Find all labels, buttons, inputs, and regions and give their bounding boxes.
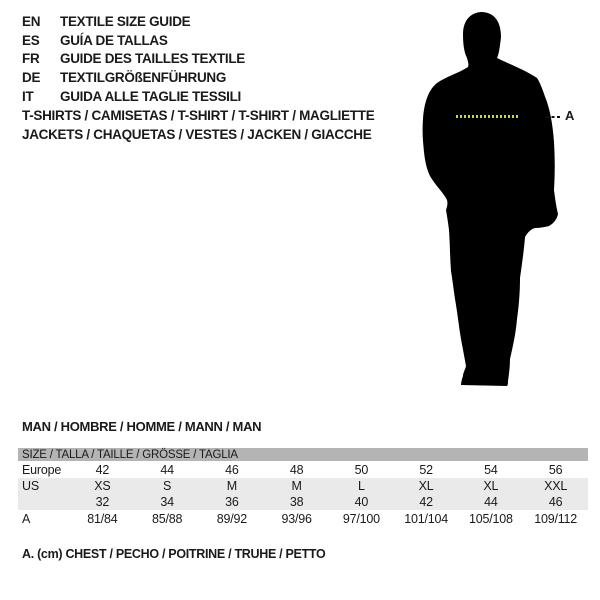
language-code: ES <box>22 32 40 48</box>
size-table-header-row <box>18 448 588 461</box>
cell: 46 <box>200 461 265 478</box>
cell: 42 <box>394 494 459 510</box>
language-label: GUIDA ALLE TAGLIE TESSILI <box>60 88 241 104</box>
cell: 36 <box>200 494 265 510</box>
cell: 44 <box>135 461 200 478</box>
measure-leader-dash-line <box>546 116 562 118</box>
row-label: Europe <box>18 461 70 478</box>
cell: L <box>329 478 394 494</box>
cell: 56 <box>523 461 588 478</box>
cell: 97/100 <box>329 510 394 527</box>
language-code: DE <box>22 70 41 86</box>
cell: 48 <box>264 461 329 478</box>
language-label: GUIDE DES TAILLES TEXTILE <box>60 51 246 67</box>
cell: 93/96 <box>264 510 329 527</box>
cell: 38 <box>264 494 329 510</box>
section-title-man: MAN / HOMBRE / HOMME / MANN / MAN <box>22 419 262 434</box>
cell: 40 <box>329 494 394 510</box>
cell: XL <box>459 478 524 494</box>
language-code: EN <box>22 14 41 29</box>
cell: 109/112 <box>523 510 588 527</box>
chest-measure-dash-line <box>456 115 520 118</box>
language-label: TEXTILE SIZE GUIDE <box>60 14 191 29</box>
measure-label-a: A <box>565 108 575 123</box>
size-table-header-label: SIZE / TALLA / TAILLE / GRÖSSE / TAGLIA <box>18 448 588 461</box>
table-row-a-chest <box>18 510 588 527</box>
cell: 46 <box>523 494 588 510</box>
cell: M <box>200 478 265 494</box>
cell: XS <box>70 478 135 494</box>
cell: 50 <box>329 461 394 478</box>
cell: 105/108 <box>459 510 524 527</box>
language-label: GUÍA DE TALLAS <box>60 32 168 48</box>
language-code: FR <box>22 51 40 67</box>
language-label: TEXTILGRÖßENFÜHRUNG <box>60 70 227 86</box>
cell: 81/84 <box>70 510 135 527</box>
row-label: US <box>18 478 70 494</box>
table-row-us <box>18 478 588 494</box>
size-table <box>18 448 588 527</box>
measurement-footnote: A. (cm) CHEST / PECHO / POITRINE / TRUHE / PETTO <box>22 547 326 561</box>
row-label: A <box>18 510 70 527</box>
cell: 32 <box>70 494 135 510</box>
cell: M <box>264 478 329 494</box>
language-code: IT <box>22 88 34 104</box>
man-silhouette <box>421 10 561 388</box>
cell: S <box>135 478 200 494</box>
cell: 44 <box>459 494 524 510</box>
cell: XL <box>394 478 459 494</box>
cell: XXL <box>523 478 588 494</box>
cell: 85/88 <box>135 510 200 527</box>
table-row-us-numeric <box>18 494 588 510</box>
cell: 34 <box>135 494 200 510</box>
category-line-tshirts: T-SHIRTS / CAMISETAS / T-SHIRT / T-SHIRT / MAGLIETTE <box>22 108 375 123</box>
cell: 54 <box>459 461 524 478</box>
cell: 101/104 <box>394 510 459 527</box>
row-label <box>18 494 70 510</box>
cell: 52 <box>394 461 459 478</box>
cell: 42 <box>70 461 135 478</box>
table-row-europe <box>18 461 588 478</box>
cell: 89/92 <box>200 510 265 527</box>
category-line-jackets: JACKETS / CHAQUETAS / VESTES / JACKEN / GIACCHE <box>22 126 372 142</box>
